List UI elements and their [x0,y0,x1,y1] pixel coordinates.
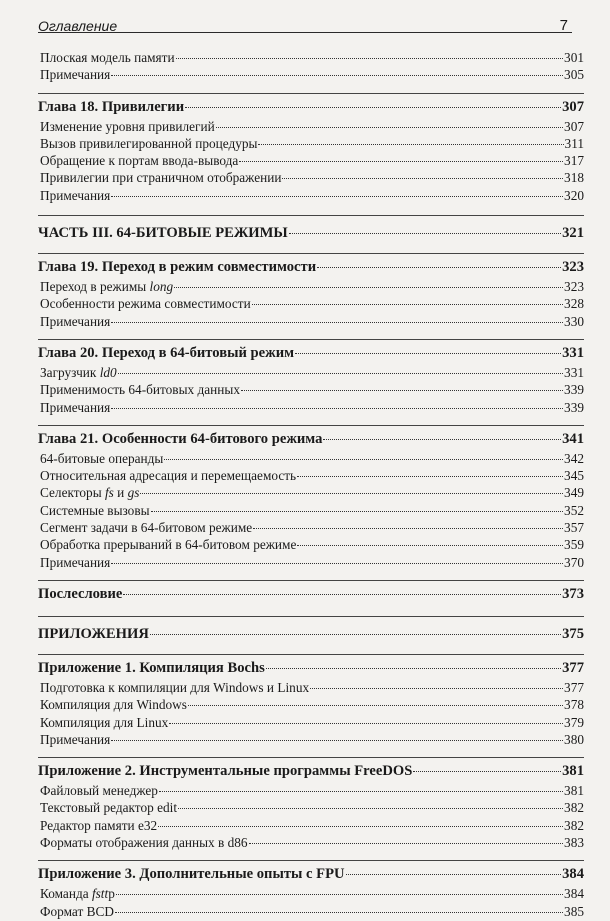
dot-leader [111,75,563,76]
dot-leader [140,493,563,494]
toc-part-heading[interactable] [38,225,584,245]
toc-entry-title: Команда fsttp [40,886,115,902]
toc-entry[interactable] [38,800,584,817]
toc-entry-page: 301 [564,50,584,65]
toc-entry-page: 373 [562,585,584,602]
toc-entry-title: Послесловие [38,585,123,602]
toc-entry-title: Изменение уровня привилегий [40,118,215,134]
toc-separator [38,215,584,216]
toc-entry-page: 342 [564,450,584,466]
toc-entry-title: Обращение к портам ввода-вывода [40,153,239,169]
toc-entry-title: Текстовый редактор edit [40,800,178,816]
dot-leader [252,304,563,305]
toc-entry[interactable] [38,503,584,520]
toc-entry-page: 328 [564,296,584,312]
toc-entry-title: Особенности режима совместимости [40,296,251,312]
toc-part-heading[interactable] [38,626,584,646]
toc-entry-title: Редактор памяти e32 [40,817,158,833]
toc-entry-page: 323 [564,279,584,295]
toc-entry[interactable] [38,904,584,921]
dot-leader [116,894,563,895]
toc-entry[interactable] [38,451,584,468]
toc-entry-page: 317 [564,153,584,169]
toc-chapter-heading[interactable] [38,431,584,451]
toc-entry-title: Плоская модель памяти [40,50,175,65]
dot-leader [164,459,563,460]
toc-entry-page: 339 [564,399,584,415]
toc-entry[interactable] [38,783,584,800]
dot-leader [282,178,563,179]
dot-leader [289,233,561,234]
toc-entry[interactable] [38,818,584,835]
dot-leader [188,705,563,706]
dot-leader [174,287,563,288]
toc-entry[interactable] [38,468,584,485]
page-number: 7 [559,17,568,34]
dot-leader [239,161,563,162]
toc-entry[interactable] [38,153,584,170]
toc-entry-title: ЧАСТЬ III. 64-БИТОВЫЕ РЕЖИМЫ [38,225,288,242]
toc-entry-title: Относительная адресация и перемещаемость [40,468,297,484]
toc-entry-title: Примечания [40,731,111,747]
toc-entry-title: ПРИЛОЖЕНИЯ [38,625,149,642]
dot-leader [185,107,561,108]
dot-leader [176,58,563,59]
dot-leader [115,912,563,913]
toc-chapter-heading[interactable] [38,660,584,680]
toc-entry-title: Применимость 64-битовых данных [40,382,240,398]
toc-entry-title: Форматы отображения данных в d86 [40,835,248,851]
toc-entry-page: 357 [564,520,584,536]
toc-entry-page: 307 [564,118,584,134]
dot-leader [150,634,561,635]
toc-entry-page: 318 [564,170,584,186]
toc-entry-page: 383 [564,835,584,851]
toc-entry-title: Селекторы fs и gs [40,485,140,501]
toc-entry-title: Приложение 3. Дополнительные опыты с FPU [38,866,345,883]
toc-entry[interactable] [38,680,584,697]
toc-entry-page: 382 [564,817,584,833]
dot-leader [249,843,563,844]
toc-separator [38,654,584,655]
dot-leader [111,322,563,323]
toc-entry-title: Загрузчик ld0 [40,364,117,380]
toc-entry-page: 377 [562,659,584,676]
dot-leader [158,826,563,827]
toc-entry-title: Примечания [40,399,111,415]
toc-entry-title: Глава 19. Переход в режим совместимости [38,259,317,276]
toc-separator [38,757,584,758]
dot-leader [266,668,561,669]
toc-entry-title: Файловый менеджер [40,783,158,799]
toc-entry[interactable] [38,279,584,296]
toc-separator [38,339,584,340]
toc-entry-page: 382 [564,800,584,816]
dot-leader [413,771,561,772]
toc-entry[interactable] [38,188,584,205]
toc-entry[interactable] [38,314,584,331]
toc-entry[interactable] [38,886,584,903]
dot-leader [118,373,563,374]
toc-entry-page: 341 [562,430,584,447]
toc-entry-page: 384 [562,866,584,883]
dot-leader [151,511,564,512]
dot-leader [317,267,561,268]
toc-entry-title: Примечания [40,67,111,83]
toc-entry-title: Компиляция для Windows [40,697,187,713]
toc-entry-page: 339 [564,382,584,398]
toc-entry-title: Вызов привилегированной процедуры [40,135,258,151]
toc-entry-page: 320 [564,187,584,203]
toc-entry-title: Приложение 1. Компиляция Bochs [38,659,265,676]
toc-entry-title: Формат BCD [40,903,114,919]
dot-leader [123,594,561,595]
toc-entry-title: Глава 21. Особенности 64-битового режима [38,430,323,447]
toc-entry[interactable] [38,485,584,502]
toc-entry-title: Приложение 2. Инструментальные программы FreeDOS [38,763,413,780]
toc-chapter-heading[interactable] [38,763,584,783]
toc-entry-title: Системные вызовы [40,502,150,518]
running-title: Оглавление [38,18,118,34]
toc-entry-page: 330 [564,313,584,329]
toc-separator [38,860,584,861]
toc-entry[interactable] [38,537,584,554]
toc-entry-page: 331 [562,344,584,361]
toc-entry[interactable] [38,555,584,572]
dot-leader [111,563,563,564]
dot-leader [216,127,563,128]
toc-entry-title: Обработка прерываний в 64-битовом режиме [40,537,297,553]
dot-leader [297,476,563,477]
toc-entry-page: 377 [564,679,584,695]
toc-entry-title: Примечания [40,187,111,203]
toc-chapter-heading[interactable] [38,345,584,365]
toc-entry[interactable] [38,835,584,852]
toc-entry-page: 359 [564,537,584,553]
toc-entry-page: 384 [564,886,584,902]
toc-entry-title: Подготовка к компиляции для Windows и Linux [40,679,310,695]
toc-entry[interactable] [38,119,584,136]
toc-entry-page: 378 [564,697,584,713]
toc-entry-page: 323 [562,259,584,276]
toc-chapter-heading[interactable] [38,866,584,886]
toc-separator [38,425,584,426]
toc-entry[interactable] [38,732,584,749]
dot-leader [346,874,562,875]
toc-entry-page: 381 [562,763,584,780]
toc-entry[interactable] [38,520,584,537]
dot-leader [159,791,563,792]
dot-leader [241,390,563,391]
toc-entry-page: 375 [562,625,584,642]
toc-chapter-heading[interactable] [38,259,584,279]
toc-entry-page: 379 [564,714,584,730]
dot-leader [111,408,563,409]
toc-entry-page: 321 [562,225,584,242]
toc-entry-title: Глава 20. Переход в 64-битовый режим [38,344,295,361]
toc-entry[interactable] [38,170,584,187]
toc-entry-page: 352 [564,502,584,518]
toc-chapter-heading[interactable] [38,586,584,606]
dot-leader [258,144,563,145]
toc-separator [38,616,584,617]
toc-entry[interactable] [38,697,584,714]
dot-leader [297,545,563,546]
toc-entry[interactable] [38,400,584,417]
toc-entry-title: Сегмент задачи в 64-битовом режиме [40,520,253,536]
dot-leader [169,723,563,724]
toc-entry[interactable] [38,382,584,399]
toc-entry-page: 370 [564,554,584,570]
toc-entry-page: 381 [564,783,584,799]
toc-entry-page: 331 [564,364,584,380]
dot-leader [253,528,563,529]
toc-entry-page: 349 [564,485,584,501]
toc-entry-title: 64-битовые операнды [40,450,164,466]
running-header [38,10,572,33]
dot-leader [295,353,561,354]
toc-entry-page: 345 [564,468,584,484]
toc-entry-title: Привилегии при страничном отображении [40,170,282,186]
toc-entry[interactable] [38,67,584,84]
toc-entry[interactable] [38,296,584,313]
table-of-contents [38,50,584,921]
dot-leader [111,740,563,741]
toc-separator [38,253,584,254]
toc-entry[interactable] [38,50,584,67]
dot-leader [323,439,561,440]
toc-entry-title: Примечания [40,554,111,570]
toc-separator [38,93,584,94]
toc-entry-title: Примечания [40,313,111,329]
toc-entry-title: Компиляция для Linux [40,714,169,730]
dot-leader [310,688,563,689]
toc-separator [38,580,584,581]
toc-entry-page: 307 [562,98,584,115]
toc-entry-title: Переход в режимы long [40,279,174,295]
toc-entry[interactable] [38,136,584,153]
dot-leader [178,808,563,809]
toc-entry[interactable] [38,365,584,382]
toc-entry-page: 385 [564,903,584,919]
toc-entry-title: Глава 18. Привилегии [38,98,185,115]
toc-entry-page: 380 [564,731,584,747]
toc-chapter-heading[interactable] [38,99,584,119]
toc-entry-page: 305 [564,67,584,83]
toc-entry[interactable] [38,715,584,732]
toc-entry-page: 311 [564,135,584,151]
dot-leader [111,196,563,197]
